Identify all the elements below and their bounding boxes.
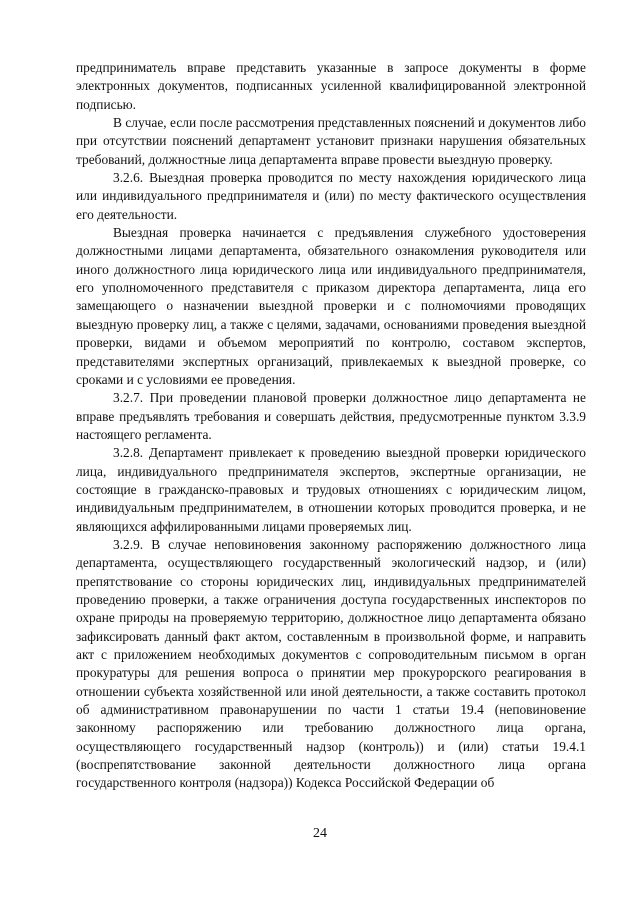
paragraph-3-2-7: 3.2.7. При проведении плановой проверки должностное лицо департамента не вправе предъявлять требования и совершать действия, предусмотренные пунктом 3.3.9 настоящего регламента.: [76, 390, 586, 442]
page-number: 24: [313, 826, 327, 841]
paragraph-3-2-9: 3.2.9. В случае неповиновения законному распоряжению должностного лица департамента, осуществляющего государственный экологический надзор, и (или) препятствование со стороны юридических лиц, индивидуальных предпринимателей проведению проверки, а также ограничения доступа государственных инспекторов по охране природы на проверяемую территорию, должностное лицо департамента обязано зафиксировать данный факт актом, составленным в произвольной форме, и направить акт с приложением необходимых документов с сопроводительным письмом в орган прокуратуры для решения вопроса о принятии мер прокурорского реагирования в отношении субъекта хозяйственной или иной деятельности, а также составить протокол об административном правонарушении по части 1 статьи 19.4 (неповиновение законному распоряжению или требованию должностного лица органа, осуществляющего государственный надзор (контроль)) и (или) статьи 19.4.1 (воспрепятствование законной деятельности должностного лица органа государственного контроля (надзора)) Кодекса Российской Федерации об: [76, 536, 586, 791]
paragraph-continuation: предприниматель вправе представить указанные в запросе документы в форме электронных документов, подписанных усиленной квалифицированной электронной подписью.: [76, 60, 586, 112]
paragraph-3-2-6: 3.2.6. Выездная проверка проводится по месту нахождения юридического лица или индивидуального предпринимателя и (или) по месту фактического осуществления его деятельности.: [76, 170, 586, 222]
paragraph-3-2-8: 3.2.8. Департамент привлекает к проведению выездной проверки юридического лица, индивидуального предпринимателя экспертов, экспертные организации, не состоящие в гражданско-правовых и трудовых отношениях с юридическим лицом, индивидуальным предпринимателем, в отношении которых проводится проверка, и не являющихся аффилированными лицами проверяемых лиц.: [76, 445, 586, 534]
body-text: [76, 59, 586, 793]
paragraph: В случае, если после рассмотрения представленных пояснений и документов либо при отсутствии пояснений департамент установит признаки нарушения обязательных требований, должностные лица департамента вправе провести выездную проверку.: [76, 115, 586, 167]
paragraph: Выездная проверка начинается с предъявления служебного удостоверения должностными лицами департамента, обязательного ознакомления руководителя или иного должностного лица юридического лица или индивидуального предпринимателя, его уполномоченного представителя с приказом директора департамента, лица его замещающего о назначении выездной проверки и с полномочиями проводящих выездную проверку лиц, а также с целями, задачами, основаниями проведения выездной проверки, видами и объемом мероприятий по контролю, составом экспертов, представителями экспертных организаций, привлекаемых к выездной проверке, со сроками и с условиями ее проведения.: [76, 225, 586, 387]
